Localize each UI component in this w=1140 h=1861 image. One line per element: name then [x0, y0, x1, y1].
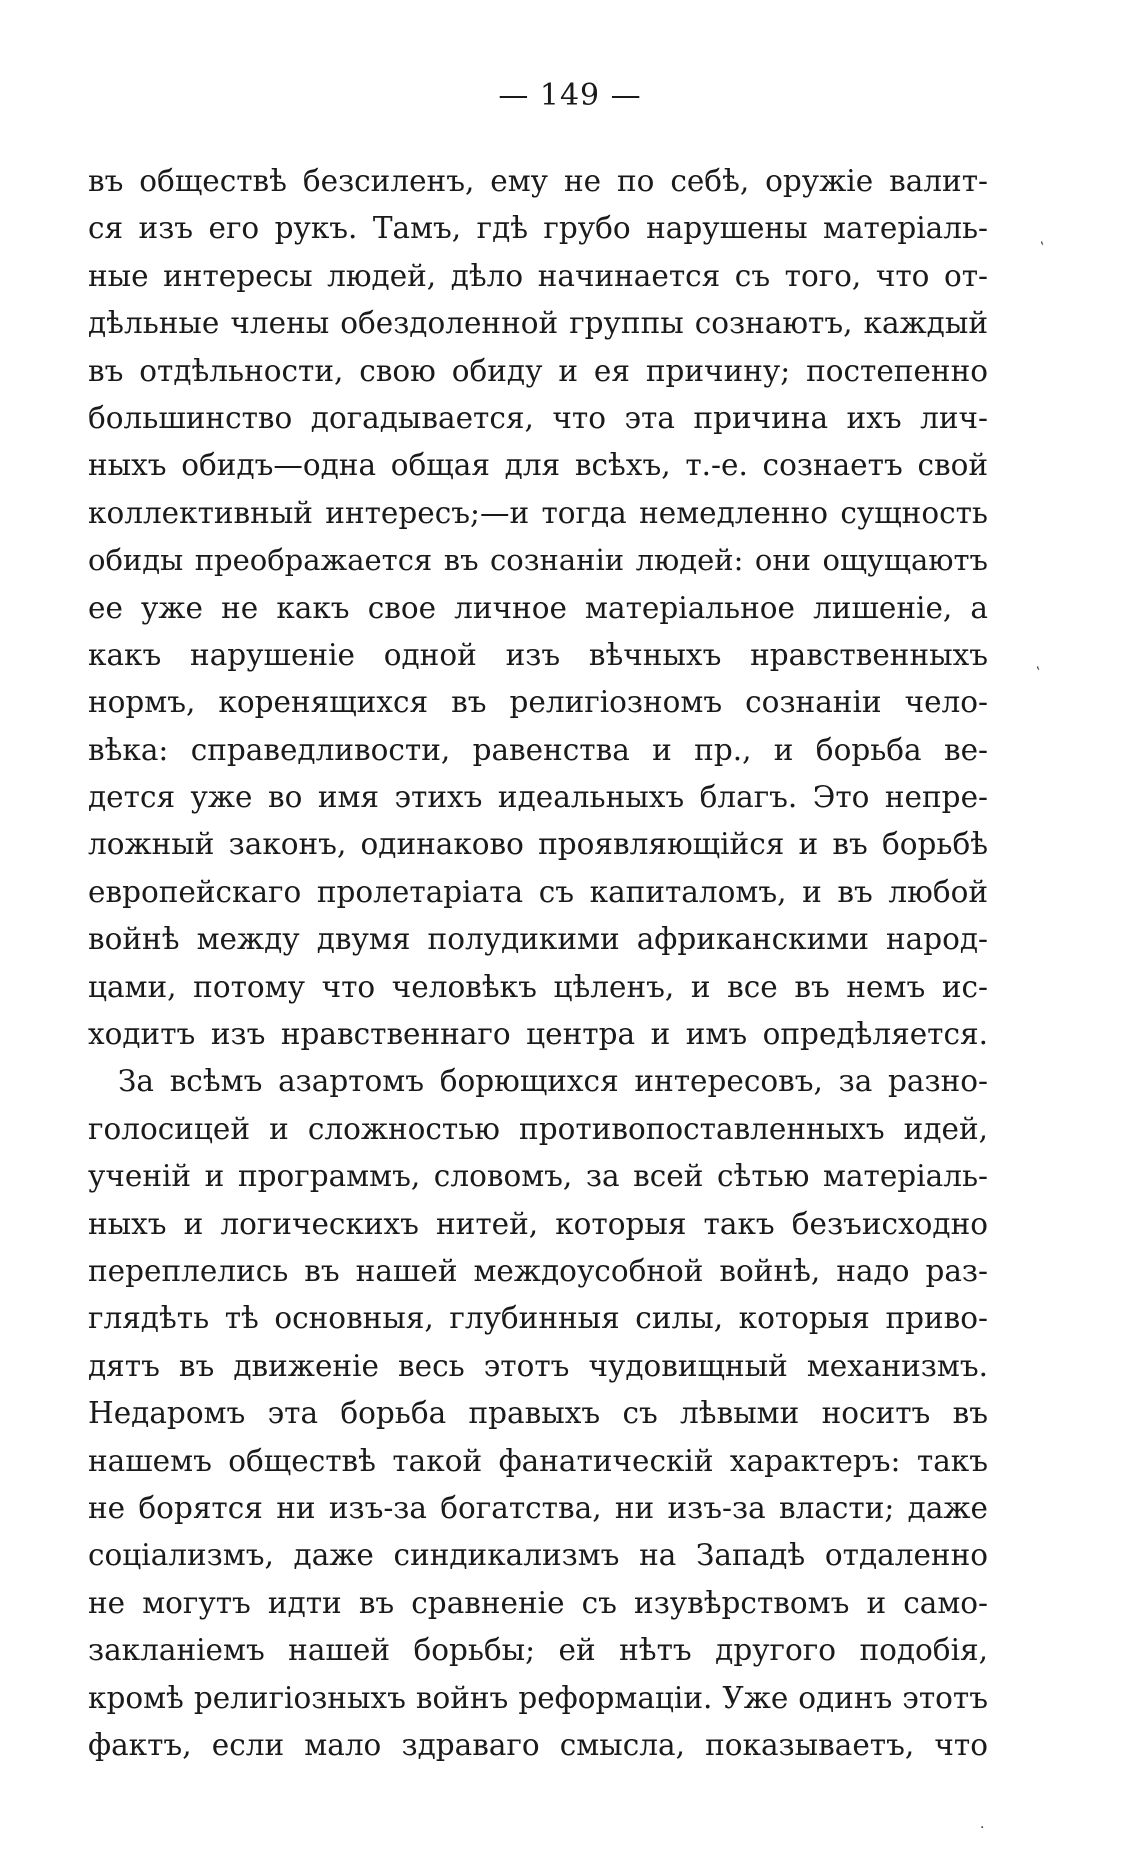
margin-speck: · [980, 1820, 985, 1836]
text-line: какъ нарушеніе одной изъ вѣчныхъ нравственныхъ [88, 637, 988, 672]
text-line: большинство догадывается, что эта причина ихъ лич- [88, 400, 988, 435]
text-line: глядѣть тѣ основныя, глубинныя силы, которыя приво- [88, 1301, 988, 1336]
text-line: цами, потому что человѣкъ цѣленъ, и все въ немъ ис- [88, 969, 988, 1004]
text-line: нормъ, коренящихся въ религіозномъ сознаніи чело- [88, 685, 988, 720]
text-line: ныхъ и логическихъ нитей, которыя такъ безъисходно [88, 1206, 988, 1241]
text-line: обиды преображается въ сознаніи людей: они ощущаютъ [88, 543, 988, 578]
text-line: голосицей и сложностью противопоставленныхъ идей, [88, 1111, 988, 1146]
text-line: европейскаго пролетаріата съ капиталомъ, и въ любой [88, 874, 988, 909]
text-line: ее уже не какъ свое личное матеріальное лишеніе, а [88, 590, 988, 625]
text-line: дятъ въ движеніе весь этотъ чудовищный механизмъ. [88, 1348, 988, 1383]
text-line: ные интересы людей, дѣло начинается съ того, что от- [88, 258, 988, 293]
text-line: дѣльные члены обездоленной группы сознаютъ, каждый [88, 306, 988, 341]
text-line: не могутъ идти въ сравненіе съ изувѣрствомъ и само- [88, 1585, 988, 1620]
text-line: не борятся ни изъ-за богатства, ни изъ-за власти; даже [88, 1490, 988, 1525]
text-line: ложный законъ, одинаково проявляющійся и въ борьбѣ [88, 827, 988, 862]
text-line: въ обществѣ безсиленъ, ему не по себѣ, оружіе валит- [88, 164, 988, 198]
body-text [88, 158, 988, 1769]
text-line: ученій и программъ, словомъ, за всей сѣтью матеріаль- [88, 1159, 988, 1194]
text-line: Недаромъ эта борьба правыхъ съ лѣвыми носитъ въ [88, 1396, 988, 1431]
text-line: войнѣ между двумя полудикими африканскими народ- [88, 922, 988, 957]
text-line: нашемъ обществѣ такой фанатическій характеръ: такъ [88, 1443, 988, 1478]
text-line: фактъ, если мало здраваго смысла, показываетъ, что [88, 1727, 988, 1762]
text-line: коллективный интересъ;—и тогда немедленно сущность [88, 495, 988, 530]
text-line: вѣка: справедливости, равенства и пр., и борьба ве- [88, 732, 988, 767]
page-number: — 149 — [498, 78, 642, 113]
text-line: ныхъ обидъ—одна общая для всѣхъ, т.-е. сознаетъ свой [88, 448, 988, 483]
text-line: ходитъ изъ нравственнаго центра и имъ опредѣляется. [88, 1017, 988, 1052]
text-line: переплелись въ нашей междоусобной войнѣ, надо раз- [88, 1253, 988, 1288]
margin-speck: ‛ [1040, 240, 1045, 256]
text-line: соціализмъ, даже синдикализмъ на Западѣ отдаленно [88, 1538, 988, 1573]
text-line: въ отдѣльности, свою обиду и ея причину; постепенно [88, 353, 988, 388]
text-line: дется уже во имя этихъ идеальныхъ благъ. Это непре- [88, 780, 988, 815]
text-line: закланіемъ нашей борьбы; ей нѣтъ другого подобія, [88, 1633, 988, 1668]
margin-speck: ‛ [1036, 665, 1041, 681]
text-line: кромѣ религіозныхъ войнъ реформаціи. Уже одинъ этотъ [88, 1680, 988, 1715]
paragraph-start-line: За всѣмъ азартомъ борющихся интересовъ, за разно- [118, 1064, 988, 1099]
text-line: ся изъ его рукъ. Тамъ, гдѣ грубо нарушены матеріаль- [88, 211, 988, 246]
